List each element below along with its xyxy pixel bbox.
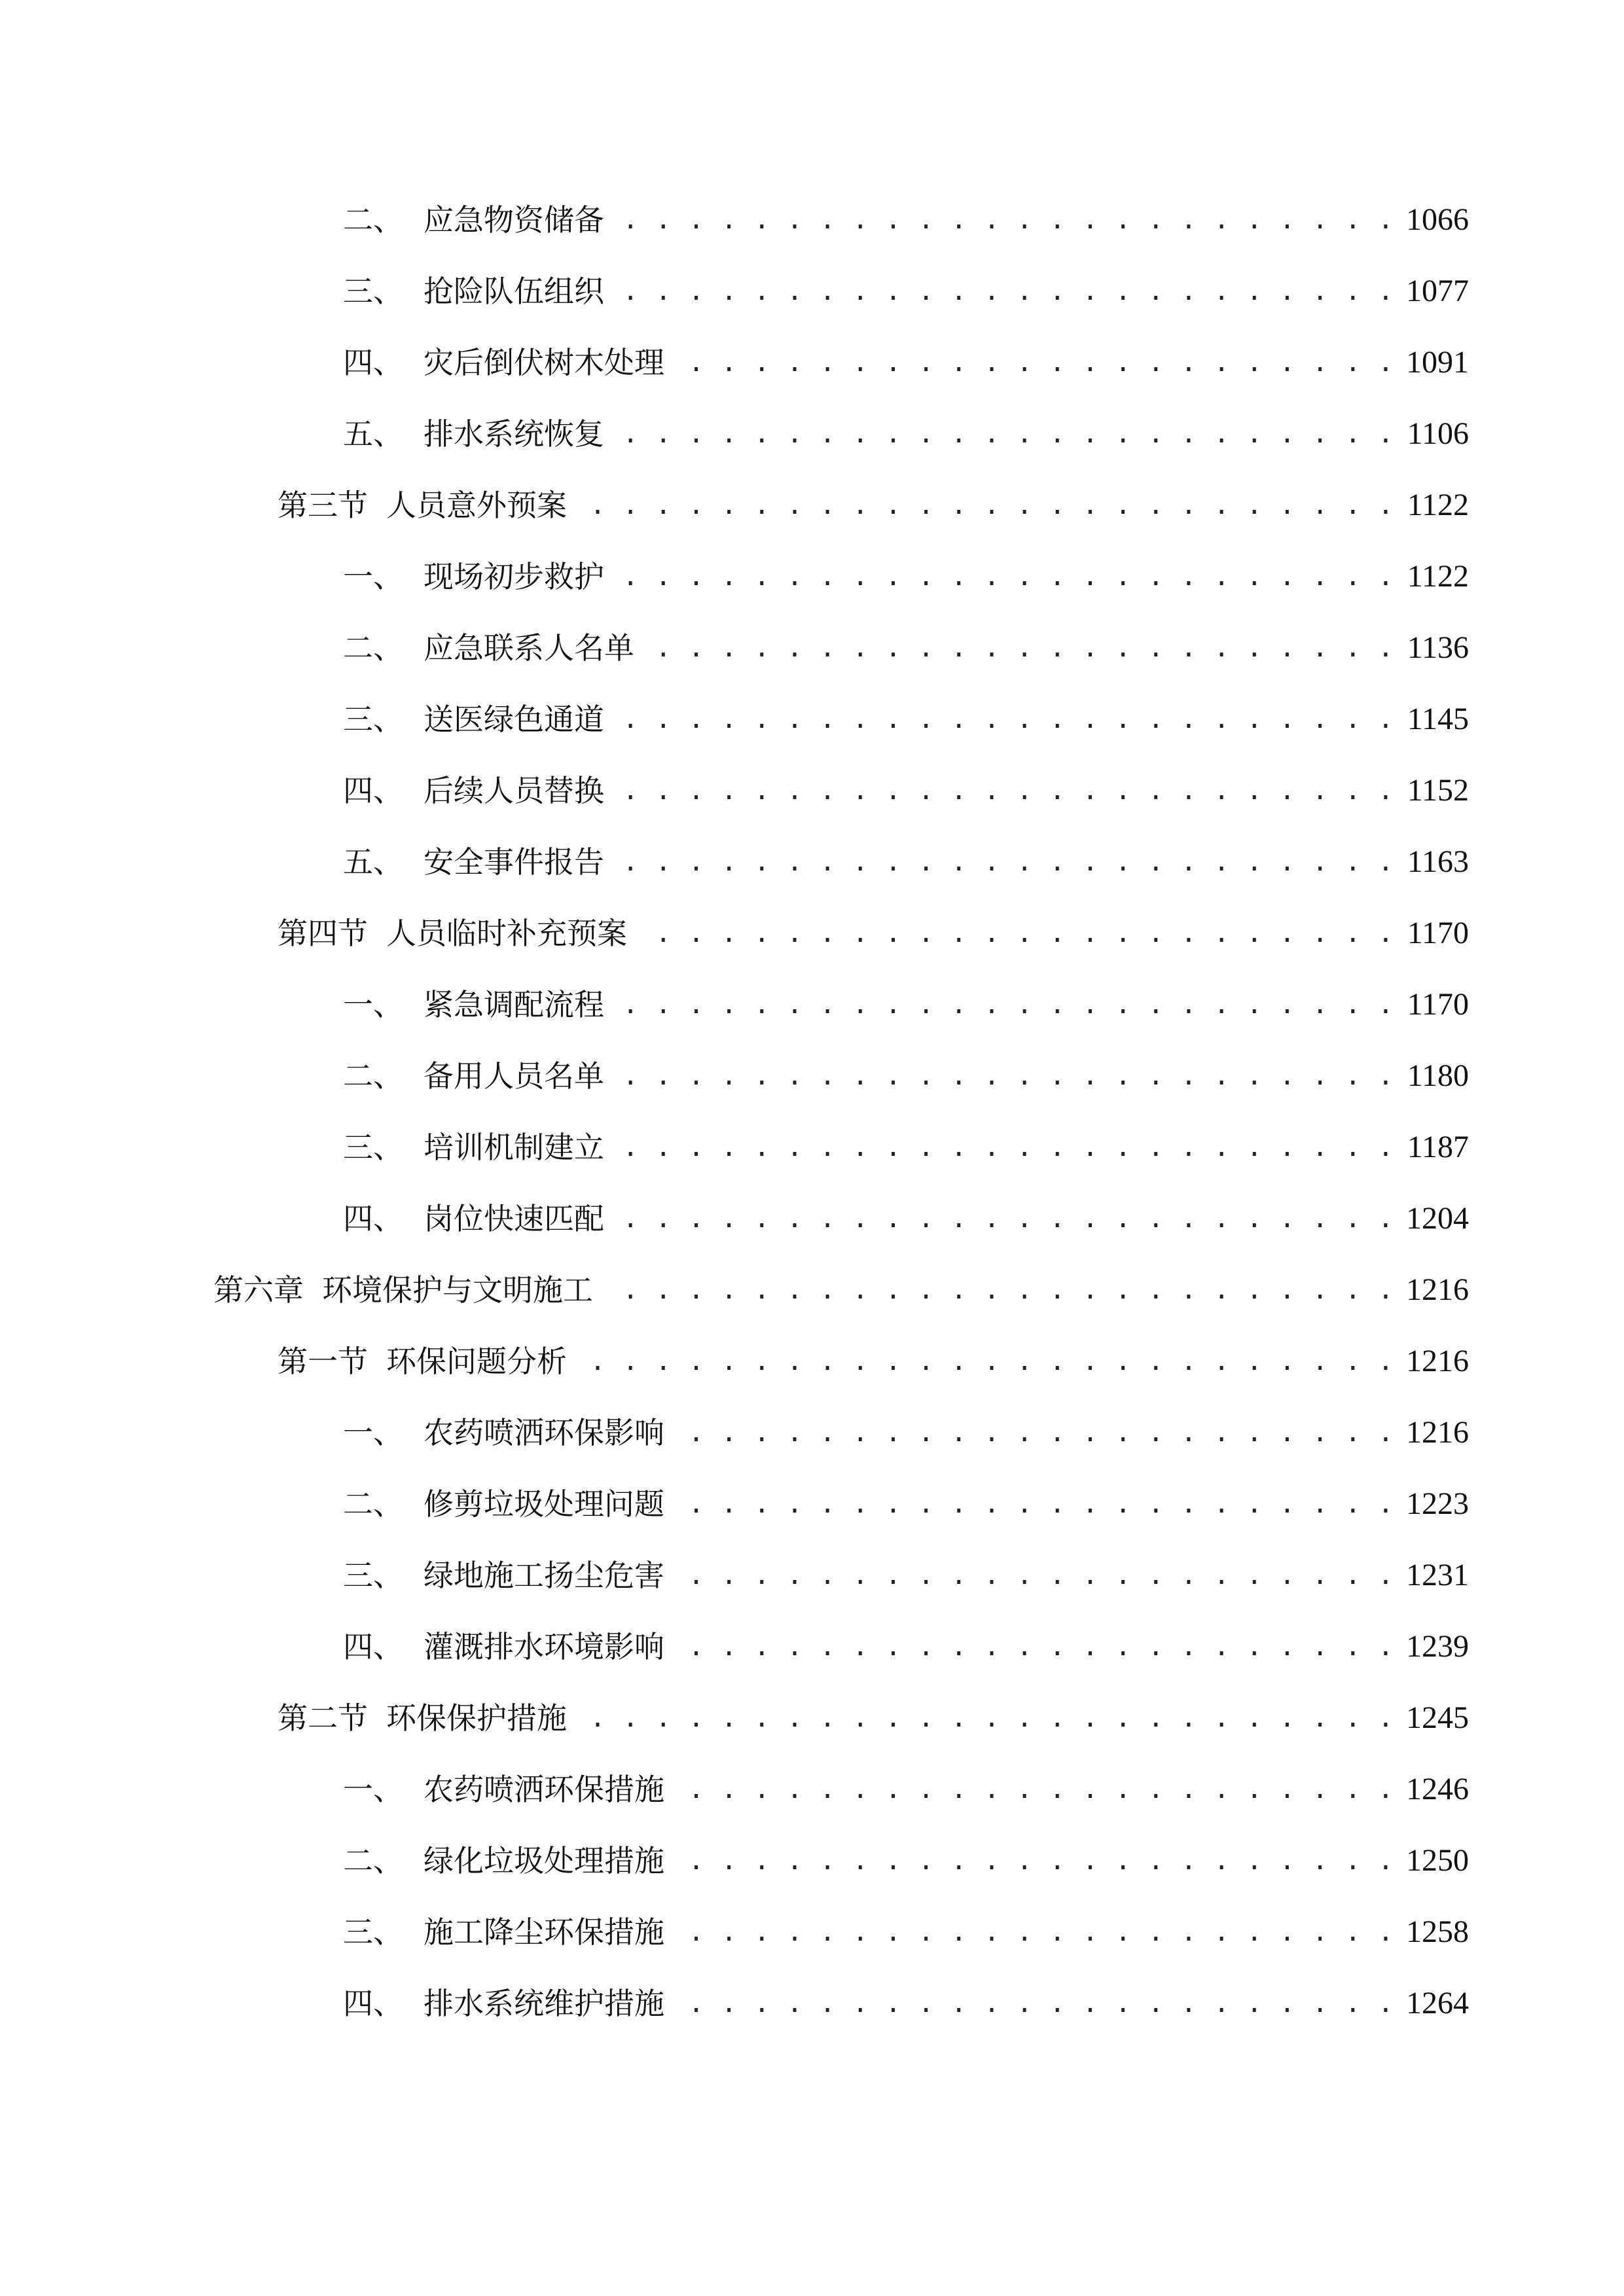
toc-dot-leader	[573, 1335, 1394, 1388]
toc-entry-number: 三、	[343, 274, 403, 309]
toc-dot-leader	[611, 1121, 1394, 1174]
toc-entry-number: 一、	[343, 987, 403, 1022]
toc-dot-leader	[611, 550, 1394, 603]
toc-entry-title: 送医绿色通道	[424, 702, 604, 737]
toc-entry-title: 农药喷洒环保措施	[424, 1772, 664, 1807]
toc-dot-leader	[600, 1264, 1394, 1316]
toc-entry[interactable]	[343, 1977, 1469, 2030]
toc-dot-leader	[611, 764, 1394, 817]
toc-dot-leader	[611, 265, 1394, 317]
toc-dot-leader	[671, 1549, 1394, 1602]
toc-entry[interactable]	[343, 1121, 1469, 1174]
toc-entry-page: 1122	[1407, 559, 1469, 594]
toc-dot-leader	[671, 1621, 1394, 1673]
toc-dot-leader	[671, 1407, 1394, 1459]
toc-entry-page: 1204	[1406, 1201, 1469, 1236]
toc-dot-leader	[611, 978, 1394, 1031]
toc-entry-title: 环保问题分析	[386, 1344, 567, 1379]
toc-entry-page: 1152	[1407, 773, 1469, 808]
toc-dot-leader	[671, 1906, 1394, 1958]
toc-entry[interactable]	[343, 1407, 1469, 1459]
toc-entry-number: 四、	[343, 1629, 403, 1664]
toc-entry-title: 安全事件报告	[424, 844, 604, 880]
toc-entry-number: 三、	[343, 702, 403, 737]
toc-entry-title: 紧急调配流程	[424, 987, 604, 1022]
toc-entry-number: 二、	[343, 1058, 403, 1094]
toc-entry-page: 1245	[1406, 1700, 1469, 1735]
toc-entry-title: 绿化垃圾处理措施	[424, 1843, 664, 1878]
toc-dot-leader	[611, 1050, 1394, 1102]
toc-entry-page: 1246	[1406, 1772, 1469, 1806]
toc-entry-number: 二、	[343, 630, 403, 666]
toc-entry[interactable]	[343, 1906, 1469, 1958]
toc-entry-title: 培训机制建立	[424, 1130, 604, 1165]
toc-entry[interactable]	[343, 194, 1469, 246]
toc-entry[interactable]	[343, 978, 1469, 1031]
toc-entry-page: 1066	[1406, 202, 1469, 237]
toc-entry-page: 1091	[1406, 345, 1469, 380]
toc-entry-number: 四、	[343, 345, 403, 380]
toc-entry[interactable]	[278, 479, 1469, 531]
toc-entry-title: 人员意外预案	[386, 488, 567, 523]
toc-entry-page: 1187	[1407, 1130, 1469, 1164]
toc-entry[interactable]	[343, 836, 1469, 888]
toc-entry-number: 二、	[343, 202, 403, 238]
toc-dot-leader	[611, 408, 1394, 460]
toc-entry[interactable]	[278, 1335, 1469, 1388]
toc-entry-number: 一、	[343, 1415, 403, 1450]
toc-entry-number: 二、	[343, 1843, 403, 1878]
toc-entry-page: 1170	[1407, 987, 1469, 1022]
toc-entry-title: 排水系统维护措施	[424, 1986, 664, 2021]
toc-entry[interactable]	[343, 1050, 1469, 1102]
toc-entry-page: 1077	[1406, 274, 1469, 308]
toc-entry-title: 环境保护与文明施工	[322, 1272, 593, 1308]
toc-dot-leader	[573, 479, 1394, 531]
toc-entry-number: 第一节	[278, 1344, 368, 1379]
toc-entry-page: 1239	[1406, 1629, 1469, 1664]
toc-dot-leader	[611, 836, 1394, 888]
toc-dot-leader	[671, 1763, 1394, 1816]
toc-entry-page: 1122	[1407, 488, 1469, 522]
toc-entry-page: 1264	[1406, 1986, 1469, 2020]
toc-entry-title: 灾后倒伏树木处理	[424, 345, 664, 380]
toc-entry[interactable]	[343, 1621, 1469, 1673]
toc-entry-title: 现场初步救护	[424, 559, 604, 594]
toc-entry-page: 1136	[1407, 630, 1469, 665]
toc-entry-title: 人员临时补充预案	[386, 916, 627, 951]
toc-entry-title: 应急联系人名单	[424, 630, 634, 666]
toc-entry[interactable]	[343, 1835, 1469, 1887]
toc-dot-leader	[611, 194, 1394, 246]
toc-dot-leader	[611, 1193, 1394, 1245]
toc-entry-number: 三、	[343, 1130, 403, 1165]
toc-entry-page: 1180	[1407, 1058, 1469, 1093]
toc-entry-title: 备用人员名单	[424, 1058, 604, 1094]
toc-entry-title: 施工降尘环保措施	[424, 1914, 664, 1950]
toc-entry[interactable]	[343, 1549, 1469, 1602]
toc-entry-title: 应急物资储备	[424, 202, 604, 238]
toc-entry-page: 1216	[1406, 1272, 1469, 1307]
toc-entry-page: 1223	[1406, 1486, 1469, 1521]
toc-entry-number: 三、	[343, 1558, 403, 1593]
toc-dot-leader	[671, 1478, 1394, 1530]
toc-entry-page: 1145	[1407, 702, 1469, 736]
toc-entry[interactable]	[278, 1692, 1469, 1744]
toc-entry[interactable]	[343, 1763, 1469, 1816]
toc-entry[interactable]	[343, 693, 1469, 745]
toc-entry-title: 排水系统恢复	[424, 416, 604, 452]
toc-entry-number: 第二节	[278, 1700, 368, 1736]
toc-entry-page: 1106	[1407, 416, 1469, 451]
toc-entry[interactable]	[343, 764, 1469, 817]
toc-entry-title: 后续人员替换	[424, 773, 604, 808]
toc-entry-page: 1170	[1407, 916, 1469, 950]
toc-entry[interactable]	[343, 265, 1469, 317]
toc-entry-title: 灌溉排水环境影响	[424, 1629, 664, 1664]
toc-entry-number: 五、	[343, 844, 403, 880]
toc-entry-page: 1216	[1406, 1344, 1469, 1378]
toc-entry-page: 1216	[1406, 1415, 1469, 1450]
toc-dot-leader	[611, 693, 1394, 745]
toc-entry-number: 一、	[343, 1772, 403, 1807]
toc-dot-leader	[641, 622, 1394, 674]
toc-entry-title: 绿地施工扬尘危害	[424, 1558, 664, 1593]
toc-entry-number: 三、	[343, 1914, 403, 1950]
toc-entry-page: 1258	[1406, 1914, 1469, 1949]
toc-dot-leader	[671, 1835, 1394, 1887]
toc-entry[interactable]	[213, 1264, 1469, 1316]
toc-dot-leader	[573, 1692, 1394, 1744]
toc-entry-title: 岗位快速匹配	[424, 1201, 604, 1236]
toc-entry-number: 五、	[343, 416, 403, 452]
toc-entry-number: 四、	[343, 1201, 403, 1236]
toc-entry[interactable]	[343, 336, 1469, 389]
toc-entry[interactable]	[278, 907, 1469, 960]
toc-entry[interactable]	[343, 1193, 1469, 1245]
toc-entry[interactable]	[343, 1478, 1469, 1530]
toc-entry-title: 抢险队伍组织	[424, 274, 604, 309]
toc-entry[interactable]	[343, 622, 1469, 674]
toc-entry-page: 1250	[1406, 1843, 1469, 1878]
toc-entry-number: 第四节	[278, 916, 368, 951]
toc-entry-page: 1163	[1407, 844, 1469, 879]
toc-dot-leader	[671, 1977, 1394, 2030]
toc-entry-title: 农药喷洒环保影响	[424, 1415, 664, 1450]
toc-entry[interactable]	[343, 550, 1469, 603]
toc-entry-page: 1231	[1406, 1558, 1469, 1592]
toc-entry-number: 一、	[343, 559, 403, 594]
toc-entry-title: 修剪垃圾处理问题	[424, 1486, 664, 1522]
toc-entry-number: 四、	[343, 1986, 403, 2021]
toc-entry-number: 四、	[343, 773, 403, 808]
toc-dot-leader	[671, 336, 1394, 389]
toc-entry-title: 环保保护措施	[386, 1700, 567, 1736]
toc-entry-number: 二、	[343, 1486, 403, 1522]
toc-entry[interactable]	[343, 408, 1469, 460]
toc-entry-number: 第三节	[278, 488, 368, 523]
toc-entry-number: 第六章	[213, 1272, 304, 1308]
toc-dot-leader	[634, 907, 1394, 960]
